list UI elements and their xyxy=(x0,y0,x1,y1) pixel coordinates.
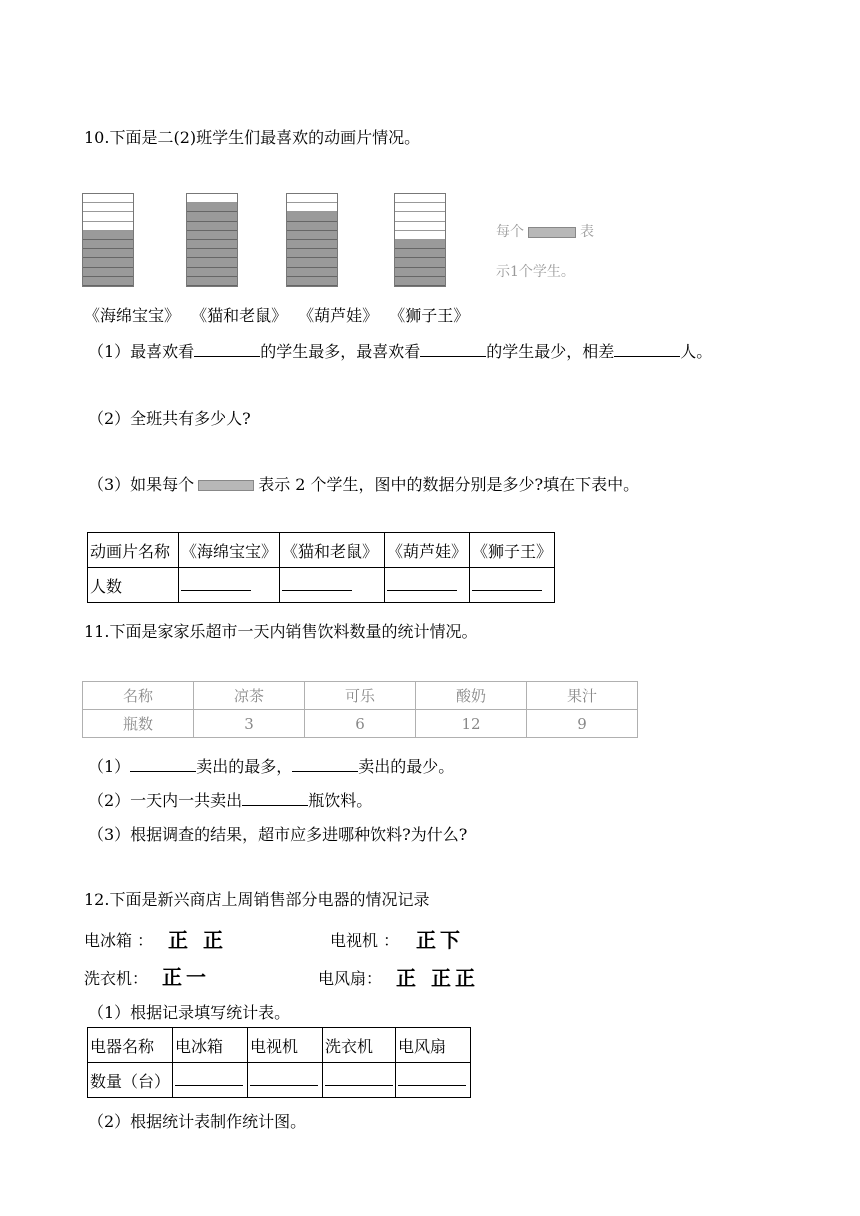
answer-blank[interactable] xyxy=(194,355,260,357)
table-header: 《狮子王》 xyxy=(470,533,555,568)
bar-cell xyxy=(187,212,237,221)
table-cell: 3 xyxy=(194,710,305,738)
q10-sub1 xyxy=(88,339,712,362)
bar-icon xyxy=(198,480,254,491)
answer-blank[interactable] xyxy=(130,770,196,772)
q10-title: 10.下面是二(2)班学生们最喜欢的动画片情况。 xyxy=(84,128,421,147)
bar-cell xyxy=(395,203,445,212)
bar-cell xyxy=(395,212,445,221)
tally-marks: 正下 xyxy=(416,928,464,952)
bar-cell xyxy=(395,222,445,231)
q11-sub3: （3）根据调查的结果，超市应多进哪种饮料?为什么? xyxy=(88,825,468,844)
bar-cell xyxy=(395,194,445,203)
table-header: 《猫和老鼠》 xyxy=(280,533,385,568)
text: 卖出的最少。 xyxy=(358,757,455,776)
table-row xyxy=(88,1063,471,1098)
q11-table xyxy=(82,681,638,738)
q11-sub1 xyxy=(88,754,454,777)
answer-cell[interactable] xyxy=(173,1063,248,1098)
table-row xyxy=(83,682,638,710)
q10-sub2: （2）全班共有多少人? xyxy=(88,409,251,428)
record-label: 电风扇： xyxy=(318,969,383,988)
record-label: 电冰箱 ： xyxy=(84,931,154,950)
bar-cell xyxy=(395,231,445,240)
legend-suffix: 表 xyxy=(580,224,594,240)
answer-blank[interactable] xyxy=(472,589,542,591)
q10-captions: 《海绵宝宝》 《猫和老鼠》 《葫芦娃》 《狮子王》 xyxy=(84,306,470,325)
text: 瓶饮料。 xyxy=(308,791,373,810)
table-row xyxy=(88,1028,471,1063)
tally-marks: 正 正正 xyxy=(396,966,479,990)
bar-cell xyxy=(83,249,133,258)
table-header: 《海绵宝宝》 xyxy=(179,533,280,568)
table-row xyxy=(83,710,638,738)
bar-cell xyxy=(187,194,237,203)
tally-marks: 正 正 xyxy=(168,928,227,952)
text: 人。 xyxy=(680,342,713,361)
answer-cell[interactable] xyxy=(179,568,280,603)
bar-cell xyxy=(187,222,237,231)
text: （1） xyxy=(88,757,131,776)
bar-cell xyxy=(187,249,237,258)
bar-cell xyxy=(187,277,237,286)
answer-cell[interactable] xyxy=(323,1063,396,1098)
table-header: 《葫芦娃》 xyxy=(385,533,470,568)
answer-blank[interactable] xyxy=(282,589,352,591)
answer-cell[interactable] xyxy=(280,568,385,603)
table-header: 洗衣机 xyxy=(323,1028,396,1063)
bar-cell xyxy=(83,240,133,249)
bar-cell xyxy=(187,268,237,277)
bar-cell xyxy=(395,268,445,277)
record-label: 洗衣机： xyxy=(84,969,149,988)
answer-cell[interactable] xyxy=(470,568,555,603)
table-header: 动画片名称 xyxy=(88,533,179,568)
table-header: 凉茶 xyxy=(194,682,305,710)
bar-cell xyxy=(287,277,337,286)
answer-blank[interactable] xyxy=(175,1084,243,1086)
answer-blank[interactable] xyxy=(325,1084,393,1086)
text: （2）一天内一共卖出 xyxy=(88,791,243,810)
bar-cell xyxy=(287,194,337,203)
tally-marks: 正一 xyxy=(162,965,210,989)
table-header: 名称 xyxy=(83,682,194,710)
table-cell: 6 xyxy=(305,710,416,738)
animation-bar xyxy=(82,193,134,287)
answer-blank[interactable] xyxy=(242,804,308,806)
q10-legend-line1 xyxy=(496,221,594,241)
answer-cell[interactable] xyxy=(248,1063,323,1098)
bar-cell xyxy=(187,203,237,212)
answer-blank[interactable] xyxy=(250,1084,318,1086)
answer-blank[interactable] xyxy=(292,770,358,772)
bar-cell xyxy=(287,222,337,231)
table-row xyxy=(88,568,555,603)
text: （3）如果每个 xyxy=(88,475,195,494)
table-header: 电视机 xyxy=(248,1028,323,1063)
q12-title: 12.下面是新兴商店上周销售部分电器的情况记录 xyxy=(84,890,430,909)
bar-cell xyxy=(83,194,133,203)
q12-sub2: （2）根据统计表制作统计图。 xyxy=(88,1112,307,1131)
bar-cell xyxy=(287,212,337,221)
bar-cell xyxy=(287,249,337,258)
animation-bar xyxy=(186,193,238,287)
q10-legend-line2: 示1个学生。 xyxy=(496,264,575,280)
bar-cell xyxy=(287,231,337,240)
answer-blank[interactable] xyxy=(398,1084,466,1086)
answer-blank[interactable] xyxy=(420,355,486,357)
text: 卖出的最多， xyxy=(196,757,293,776)
text: 表示 2 个学生，图中的数据分别是多少?填在下表中。 xyxy=(258,475,640,494)
bar-cell xyxy=(395,249,445,258)
table-header: 可乐 xyxy=(305,682,416,710)
bar-cell xyxy=(287,203,337,212)
bar-cell xyxy=(83,222,133,231)
animation-bar xyxy=(394,193,446,287)
table-header: 电器名称 xyxy=(88,1028,173,1063)
bar-cell xyxy=(83,277,133,286)
table-header: 果汁 xyxy=(527,682,638,710)
table-header: 电风扇 xyxy=(396,1028,471,1063)
bar-cell xyxy=(395,240,445,249)
text: 的学生最多，最喜欢看 xyxy=(260,342,421,361)
legend-bar-icon xyxy=(528,227,576,238)
text: 的学生最少，相差 xyxy=(486,342,615,361)
animation-bar xyxy=(286,193,338,287)
q12-table xyxy=(87,1027,471,1098)
bar-cell xyxy=(395,258,445,267)
legend-prefix: 每个 xyxy=(496,224,524,240)
table-cell: 9 xyxy=(527,710,638,738)
record-label: 电视机 ： xyxy=(330,931,400,950)
row-label: 人数 xyxy=(88,568,179,603)
answer-blank[interactable] xyxy=(387,589,457,591)
table-header: 酸奶 xyxy=(416,682,527,710)
bar-cell xyxy=(83,203,133,212)
answer-cell[interactable] xyxy=(396,1063,471,1098)
answer-cell[interactable] xyxy=(385,568,470,603)
bar-cell xyxy=(187,258,237,267)
bar-cell xyxy=(83,231,133,240)
table-cell: 瓶数 xyxy=(83,710,194,738)
bar-cell xyxy=(395,277,445,286)
bar-cell xyxy=(287,258,337,267)
table-header: 电冰箱 xyxy=(173,1028,248,1063)
table-cell: 12 xyxy=(416,710,527,738)
answer-blank[interactable] xyxy=(181,589,251,591)
bar-cell xyxy=(83,268,133,277)
text: （1）最喜欢看 xyxy=(88,342,195,361)
row-label: 数量（台） xyxy=(88,1063,173,1098)
bar-cell xyxy=(187,231,237,240)
answer-blank[interactable] xyxy=(614,355,680,357)
bar-cell xyxy=(287,240,337,249)
q11-title: 11.下面是家家乐超市一天内销售饮料数量的统计情况。 xyxy=(84,622,478,641)
bar-cell xyxy=(287,268,337,277)
q11-sub2 xyxy=(88,788,372,811)
bar-cell xyxy=(83,258,133,267)
bar-cell xyxy=(187,240,237,249)
bar-cell xyxy=(83,212,133,221)
table-row xyxy=(88,533,555,568)
q12-sub1: （1）根据记录填写统计表。 xyxy=(88,1003,291,1022)
q10-table xyxy=(87,532,555,603)
q10-sub3 xyxy=(88,472,639,495)
